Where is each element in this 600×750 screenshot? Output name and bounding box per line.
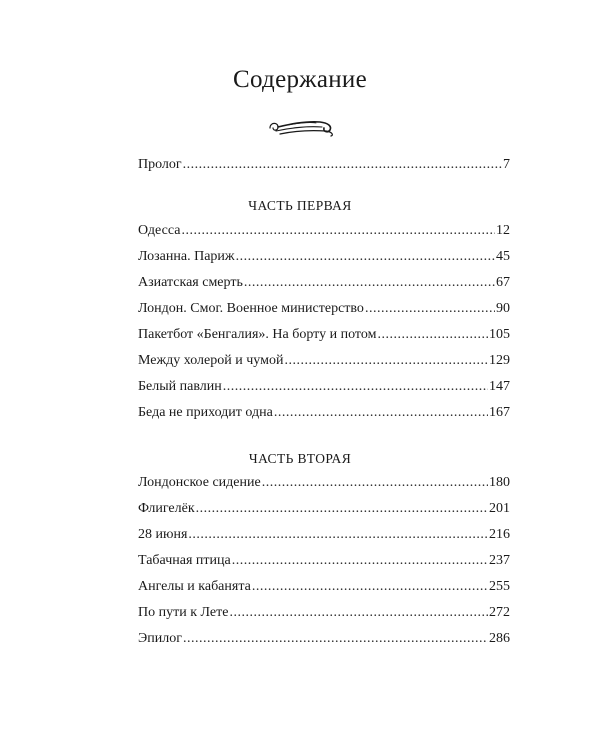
toc-entry-page: 12 bbox=[496, 223, 510, 238]
toc-entry-title: Лондон. Смог. Военное министерство bbox=[138, 301, 364, 316]
toc-entry-page: 7 bbox=[503, 157, 510, 172]
toc-entry-page: 167 bbox=[489, 405, 510, 420]
toc-entry[interactable] bbox=[138, 526, 510, 544]
dot-leader bbox=[284, 352, 488, 370]
toc-entry-page: 286 bbox=[489, 631, 510, 646]
swirl-ornament-icon bbox=[266, 114, 338, 140]
toc-entry[interactable] bbox=[138, 300, 510, 318]
toc-entry-title: Беда не приходит одна bbox=[138, 405, 273, 420]
dot-leader bbox=[183, 630, 488, 648]
toc-entry-title: Лондонское сидение bbox=[138, 475, 261, 490]
dot-leader bbox=[365, 300, 495, 318]
toc-entry[interactable] bbox=[138, 274, 510, 292]
dot-leader bbox=[232, 552, 488, 570]
toc-entry-page: 67 bbox=[496, 275, 510, 290]
toc-entry-page: 105 bbox=[489, 327, 510, 342]
toc-entry-page: 129 bbox=[489, 353, 510, 368]
toc-entry-page: 237 bbox=[489, 553, 510, 568]
dot-leader bbox=[223, 378, 488, 396]
toc-entry[interactable] bbox=[138, 248, 510, 266]
dot-leader bbox=[377, 326, 488, 344]
toc-entry-page: 147 bbox=[489, 379, 510, 394]
dot-leader bbox=[196, 500, 488, 518]
toc-entry[interactable] bbox=[138, 474, 510, 492]
dot-leader bbox=[188, 526, 488, 544]
toc-entry-title: По пути к Лете bbox=[138, 605, 229, 620]
toc-entry-title: Табачная птица bbox=[138, 553, 231, 568]
toc-entry-title: Пролог bbox=[138, 157, 182, 172]
toc-entry-page: 272 bbox=[489, 605, 510, 620]
toc-entry[interactable] bbox=[138, 352, 510, 370]
dot-leader bbox=[252, 578, 488, 596]
toc-entry[interactable] bbox=[138, 630, 510, 648]
toc-entry-title: Пакетбот «Бенгалия». На борту и потом bbox=[138, 327, 377, 342]
toc-entry-page: 90 bbox=[496, 301, 510, 316]
toc-entry-title: Между холерой и чумой bbox=[138, 353, 284, 368]
toc-entry-prologue[interactable] bbox=[138, 156, 510, 174]
part-heading-1: ЧАСТЬ ПЕРВАЯ bbox=[248, 198, 352, 213]
dot-leader bbox=[183, 156, 502, 174]
toc-entry[interactable] bbox=[138, 404, 510, 422]
toc-entry-page: 216 bbox=[489, 527, 510, 542]
toc-entry-title: Эпилог bbox=[138, 631, 182, 646]
toc-entry[interactable] bbox=[138, 604, 510, 622]
toc-entry[interactable] bbox=[138, 578, 510, 596]
dot-leader bbox=[181, 222, 495, 240]
toc-entry-title: 28 июня bbox=[138, 527, 188, 542]
toc-entry-title: Лозанна. Париж bbox=[138, 249, 235, 264]
toc-entry-title: Ангелы и кабанята bbox=[138, 579, 251, 594]
page-title: Содержание bbox=[233, 66, 367, 93]
toc-entry-page: 45 bbox=[496, 249, 510, 264]
toc-entry-page: 180 bbox=[489, 475, 510, 490]
toc-entry[interactable] bbox=[138, 500, 510, 518]
dot-leader bbox=[229, 604, 488, 622]
toc-entry-page: 201 bbox=[489, 501, 510, 516]
toc-entry[interactable] bbox=[138, 378, 510, 396]
toc-entry-page: 255 bbox=[489, 579, 510, 594]
dot-leader bbox=[244, 274, 495, 292]
dot-leader bbox=[262, 474, 488, 492]
toc-entry[interactable] bbox=[138, 552, 510, 570]
toc-entry-title: Азиатская смерть bbox=[138, 275, 243, 290]
toc-entry-title: Флигелёк bbox=[138, 501, 195, 516]
toc-entry[interactable] bbox=[138, 326, 510, 344]
dot-leader bbox=[236, 248, 495, 266]
part-heading-2: ЧАСТЬ ВТОРАЯ bbox=[248, 451, 352, 466]
toc-entry[interactable] bbox=[138, 222, 510, 240]
dot-leader bbox=[274, 404, 488, 422]
toc-entry-title: Одесса bbox=[138, 223, 181, 238]
toc-entry-title: Белый павлин bbox=[138, 379, 222, 394]
